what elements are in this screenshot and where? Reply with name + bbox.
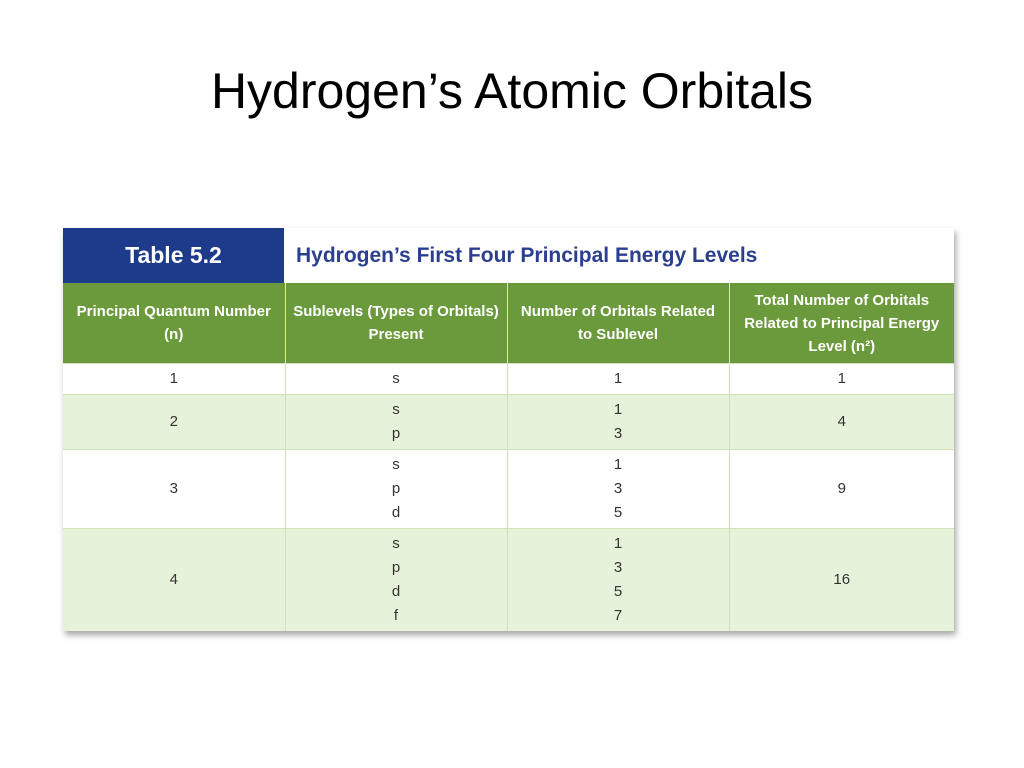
- sublevel: p: [391, 425, 401, 442]
- sublevel: s: [392, 370, 400, 387]
- orbital-count: 1: [613, 456, 623, 473]
- table-row: [63, 364, 954, 395]
- sublevel: s: [392, 535, 400, 552]
- cell-sublevels: [285, 364, 507, 395]
- cell-orbitals: [507, 395, 729, 450]
- sublevel: d: [391, 583, 401, 600]
- table-caption-title: Hydrogen’s First Four Principal Energy Levels: [284, 228, 954, 283]
- cell-sublevels: [285, 450, 507, 529]
- sublevel: f: [393, 607, 399, 624]
- table-row: [63, 450, 954, 529]
- orbital-count: 1: [613, 401, 623, 418]
- orbital-count: 3: [613, 480, 623, 497]
- cell-orbitals: [507, 364, 729, 395]
- cell-total: 9: [729, 450, 954, 529]
- header-principal-quantum-number: Principal Quantum Number (n): [63, 283, 285, 364]
- sublevel: p: [391, 480, 401, 497]
- table-row: [63, 529, 954, 632]
- orbital-table-figure: [63, 228, 954, 631]
- table-number: Table 5.2: [63, 228, 284, 283]
- cell-orbitals: [507, 529, 729, 632]
- cell-n: 3: [63, 450, 285, 529]
- cell-n: 1: [63, 364, 285, 395]
- cell-n: 4: [63, 529, 285, 632]
- table-header-row: [63, 283, 954, 364]
- orbital-count: 3: [613, 425, 623, 442]
- cell-sublevels: [285, 529, 507, 632]
- cell-total: 16: [729, 529, 954, 632]
- orbital-count: 1: [613, 535, 623, 552]
- sublevel: s: [392, 401, 400, 418]
- orbital-count: 7: [613, 607, 623, 624]
- header-total-orbitals: Total Number of Orbitals Related to Principal Energy Level (n²): [729, 283, 954, 364]
- orbital-count: 5: [613, 504, 623, 521]
- header-sublevels: Sublevels (Types of Orbitals) Present: [285, 283, 507, 364]
- slide-title: Hydrogen’s Atomic Orbitals: [210, 63, 814, 119]
- orbitals-table: [63, 283, 954, 631]
- cell-n: 2: [63, 395, 285, 450]
- cell-sublevels: [285, 395, 507, 450]
- table-caption: [63, 228, 954, 283]
- cell-total: 1: [729, 364, 954, 395]
- orbital-count: 5: [613, 583, 623, 600]
- sublevel: d: [391, 504, 401, 521]
- cell-orbitals: [507, 450, 729, 529]
- cell-total: 4: [729, 395, 954, 450]
- orbital-count: 3: [613, 559, 623, 576]
- table-row: [63, 395, 954, 450]
- sublevel: s: [392, 456, 400, 473]
- sublevel: p: [391, 559, 401, 576]
- header-number-of-orbitals: Number of Orbitals Related to Sublevel: [507, 283, 729, 364]
- orbital-count: 1: [613, 370, 623, 387]
